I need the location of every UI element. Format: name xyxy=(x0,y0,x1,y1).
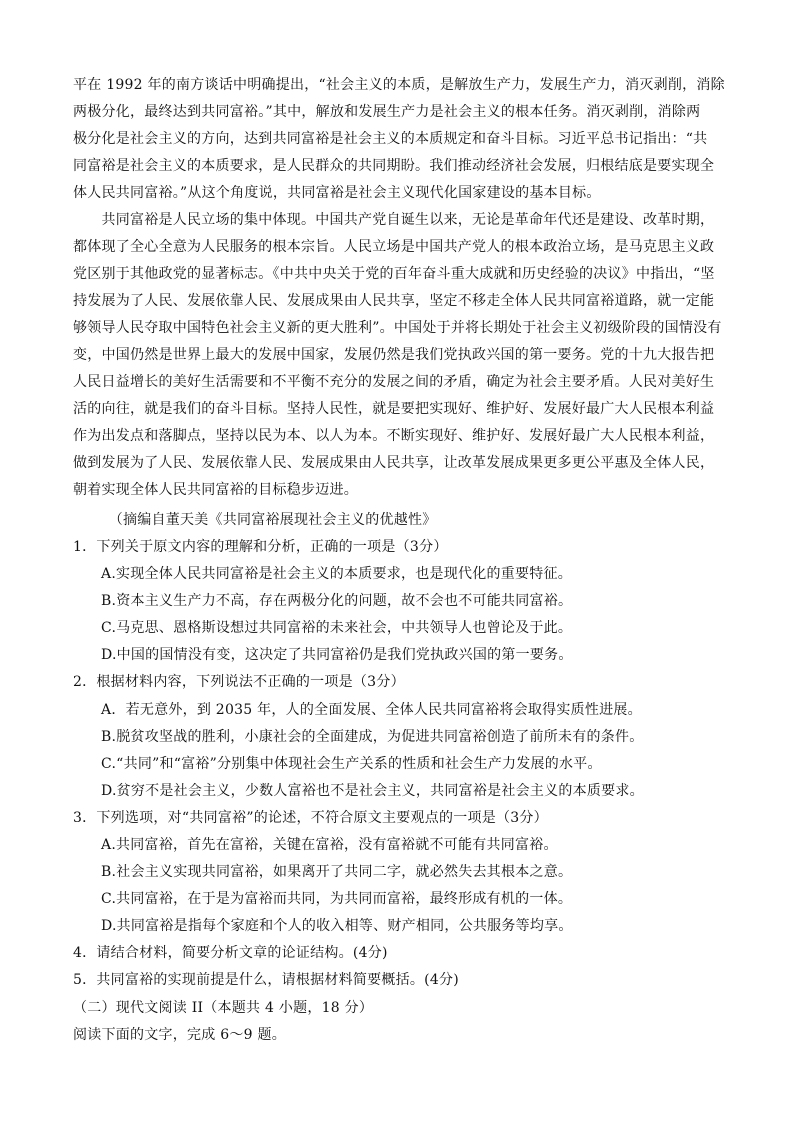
text-line: 共同富裕是人民立场的集中体现。中国共产党自诞生以来，无论是革命年代还是建设、改革时期， xyxy=(73,212,715,228)
question-stem: 1．下列关于原文内容的理解和分析，正确的一项是（3分） xyxy=(73,539,448,555)
section-instruction: 阅读下面的文字，完成 6～9 题。 xyxy=(73,1027,286,1043)
text-line: 够领导人民夺取中国特色社会主义新的更大胜利”。中国处于并将长期处于社会主义初级阶段的国情没有 xyxy=(73,320,722,336)
text-line: 两极分化，最终达到共同富裕。”其中，解放和发展生产力是社会主义的根本任务。消灭剥削，消除两 xyxy=(73,104,701,120)
text-line: 党区别于其他政党的显著标志。《中共中央关于党的百年奋斗重大成就和历史经验的决议》中指出，“坚 xyxy=(73,266,715,282)
option-d: D.贫穷不是社会主义，少数人富裕也不是社会主义，共同富裕是社会主义的本质要求。 xyxy=(101,783,644,799)
option-a: A.实现全体人民共同富裕是社会主义的本质要求，也是现代化的重要特征。 xyxy=(101,566,573,582)
text-line: 平在 1992 年的南方谈话中明确提出，“社会主义的本质，是解放生产力，发展生产力，消灭剥削，消除 xyxy=(73,77,725,93)
text-line: 极分化是社会主义的方向，达到共同富裕是社会主义的本质规定和奋斗目标。习近平总书记指出：“共 xyxy=(73,131,708,147)
option-c: C.马克思、恩格斯设想过共同富裕的未来社会，中共领导人也曾论及于此。 xyxy=(101,620,573,636)
option-a: A.共同富裕，首先在富裕，关键在富裕，没有富裕就不可能有共同富裕。 xyxy=(101,837,558,853)
option-b: B.社会主义实现共同富裕，如果离开了共同二字，就必然失去其根本之意。 xyxy=(101,864,573,880)
text-line: 做到发展为了人民、发展依靠人民、发展成果由人民共享，让改革发展成果更多更公平惠及全体人民， xyxy=(73,455,715,471)
option-d: D.中国的国情没有变，这决定了共同富裕仍是我们党执政兴国的第一要务。 xyxy=(101,647,573,663)
option-a: A．若无意外，到 2035 年，人的全面发展、全体人民共同富裕将会取得实质性进展。 xyxy=(101,702,642,718)
question-4: 4．请结合材料，简要分析文章的论证结构。(4分) xyxy=(73,945,388,961)
text-line: 都体现了全心全意为人民服务的根本宗旨。人民立场是中国共产党人的根本政治立场，是马克思主义政 xyxy=(73,239,715,255)
source-citation: （摘编自董天美《共同富裕展现社会主义的优越性》 xyxy=(73,512,437,528)
option-c: C.“共同”和“富裕”分别集中体现社会生产关系的性质和社会生产力发展的水平。 xyxy=(101,756,602,772)
text-line: 朝着实现全体人民共同富裕的目标稳步迈进。 xyxy=(73,482,358,498)
option-d: D.共同富裕是指每个家庭和个人的收入相等、财产相同，公共服务等均享。 xyxy=(101,918,573,934)
question-stem: 3．下列选项，对“共同富裕”的论述，不符合原文主要观点的一项是（3分） xyxy=(73,810,548,826)
section-heading: （二）现代文阅读 II（本题共 4 小题，18 分） xyxy=(73,1000,374,1016)
option-b: B.资本主义生产力不高，存在两极分化的问题，故不会也不可能共同富裕。 xyxy=(101,593,573,609)
text-line: 作为出发点和落脚点，坚持以民为本、以人为本。不断实现好、维护好、发展好最广大人民根本利益， xyxy=(73,428,715,444)
text-line: 持发展为了人民、发展依靠人民、发展成果由人民共享，坚定不移走全体人民共同富裕道路，就一定能 xyxy=(73,293,715,309)
text-line: 变，中国仍然是世界上最大的发展中国家，发展仍然是我们党执政兴国的第一要务。党的十九大报告把 xyxy=(73,347,715,363)
text-line: 同富裕是社会主义的本质要求，是人民群众的共同期盼。我们推动经济社会发展，归根结底是要实现全 xyxy=(73,158,715,174)
question-stem: 2．根据材料内容，下列说法不正确的一项是（3分） xyxy=(73,674,405,690)
text-line: 人民日益增长的美好生活需要和不平衡不充分的发展之间的矛盾，确定为社会主要矛盾。人民对美好生 xyxy=(73,374,715,390)
option-b: B.脱贫攻坚战的胜利，小康社会的全面建成，为促进共同富裕创造了前所未有的条件。 xyxy=(101,729,644,745)
option-c: C.共同富裕，在于是为富裕而共同，为共同而富裕，最终形成有机的一体。 xyxy=(101,891,573,907)
text-line: 体人民共同富裕。”从这个角度说，共同富裕是社会主义现代化国家建设的基本目标。 xyxy=(73,185,601,201)
question-5: 5．共同富裕的实现前提是什么，请根据材料简要概括。(4分) xyxy=(73,972,459,988)
text-line: 活的向往，就是我们的奋斗目标。坚持人民性，就是要把实现好、维护好、发展好最广大人民根本利益 xyxy=(73,401,715,417)
